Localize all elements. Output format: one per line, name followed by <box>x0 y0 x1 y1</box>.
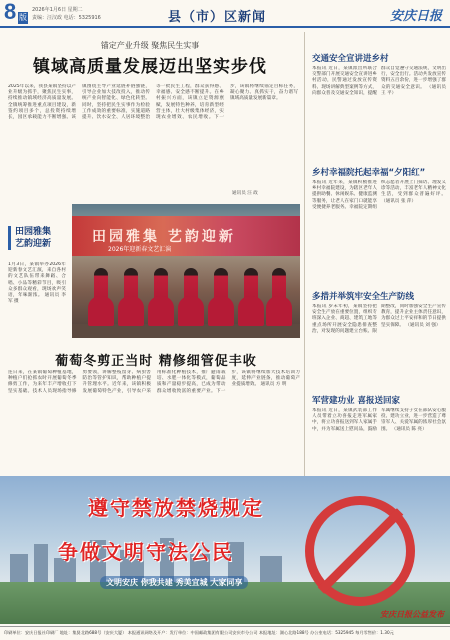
photo-caption-heading <box>8 226 62 250</box>
dancer-figure <box>214 268 228 326</box>
ad-headline-line-2: 争做文明守法公民 <box>58 540 234 564</box>
dancer-figure <box>124 268 138 326</box>
column-divider <box>304 32 305 542</box>
dancer-figure <box>154 268 168 326</box>
public-service-ad <box>0 476 450 624</box>
dancer-figure <box>184 268 198 326</box>
stage-banner-subtext: 2026年迎新春文艺汇演 <box>108 246 172 253</box>
ad-brand: 安庆日报公益发布 <box>380 609 444 619</box>
ad-headline-line-1: 遵守禁放禁烧规定 <box>88 496 264 520</box>
section-title: 县（市）区新闻 <box>168 10 267 25</box>
issue-date: 2026年1月6日 星期二 <box>32 7 83 13</box>
lead-kicker: 锚定产业升级 聚焦民生实事 <box>100 41 200 50</box>
page-header <box>0 0 450 28</box>
prohibition-icon <box>305 496 415 606</box>
dancer-figure <box>272 268 286 326</box>
right-story-title: 乡村幸福院托起幸福“夕阳红” <box>312 168 426 178</box>
right-story-body: 本报讯 岁末年初，某镇坚持把安全生产放在重要位置，组织专班深入企业、商超、建筑工地等重点场所开展安全隐患排查整治，对发现的问题建立台账、限期整改，同时加强安全生产宣传教育，提升企业主体责任意识，为群众过上平安祥和的节日提供坚实保障。 （通讯员 刘 强） <box>312 304 446 334</box>
masthead-logo: 安庆日报 <box>389 9 442 24</box>
right-story-body: 本报讯 近年来，某镇积极推进乡村幸福院建设，为辖区老年人提供助餐、休闲娱乐、健康监测等服务，让老人在家门口就能享受便捷养老服务。幸福院定期组织志愿者开展上门探访、理发义诊等活动，丰富老年人精神文化生活，受到群众普遍好评。 （通讯员 张 萍） <box>312 180 446 210</box>
dancer-figure <box>94 268 108 326</box>
ad-slogan: 文明安庆 你我共建 秀美宜城 大家同享 <box>100 576 248 589</box>
right-story-title: 多措并举筑牢安全生产防线 <box>312 292 415 302</box>
caption-heading-line-1: 田园雅集 <box>15 227 52 237</box>
stage-floor <box>72 324 300 338</box>
grape-story-headline: 葡萄冬剪正当时 精修细管促丰收 <box>55 354 257 369</box>
right-story-title: 交通安全宣讲进乡村 <box>312 54 389 64</box>
page-ban-label: 版 <box>19 13 27 22</box>
page-footer: 印刷单位：安庆日报社印刷厂 地址：集贤北路688号（安庆大厦） 本报通讯网络及开户：发行单位：中国邮政集团有限公司安庆市分公司 本报地址：湖心北路188号 办公室电话：5325945 每月零售价：1.30元 <box>0 626 450 640</box>
right-story-body: 本报讯 近日，某镇派出所联合交警部门开展交通安全宣讲进乡村活动，民警通过发放宣传资料、现场讲解典型案例等方式，向群众普及交通安全知识，提醒群众自觉遵守交通法规，文明出行，安全出行。活动共发放宣传资料五百余份，进一步增强了群众的交通安全意识。 （通讯员 王 平） <box>312 66 446 96</box>
lead-body: 2025年以来，我县某镇坚持以产业升级为抓手，聚焦民生实事，持续推动镇域经济高质量发展。全镇统筹推进重点项目建设，新签约项目多个，总投资持续增长，园区承载能力不断增强。该镇围绕主导产业延链补链强链，引导企业加大技改投入，推动传统产业向智能化、绿色化转型。同时，坚持把民生实事作为检验工作成效的重要标准，实施道路提升、饮水安全、人居环境整治等一批民生工程，群众获得感、幸福感、安全感不断提升。在乡村振兴方面，该镇立足资源禀赋，发展特色种养，培育新型经营主体，壮大村级集体经济，实现农业增效、农民增收。下一步，该镇将继续锚定目标任务，凝心聚力、真抓实干，奋力谱写镇域高质量发展新篇章。 <box>8 84 298 121</box>
grape-story-body: 连日来，在某镇葡萄种植基地，种植户们抢抓农时开展葡萄冬季修剪工作，为来年丰产增收打下坚实基础。技术人员现场指导修剪要领，讲解整枝留芽、病虫害防治等管护知识，帮助种植户提升管理水平。近年来，该镇积极发展葡萄特色产业，引导农户采用标准化种植技术，推广避雨栽培、水肥一体化等模式，葡萄品质和产量稳步提高，已成为带动群众增收致富的重要产业。下一步，该镇将继续加大技术培训力度，延伸产业链条，推动葡萄产业提质增效。 通讯员 方 明 <box>8 370 300 394</box>
right-story-body: 本报讯 近日，某镇武装部工作人员带着立功喜报走进军属家中，将立功喜报送到军人家属手中，并为军属送上慰问品，鼓励军属继续支持子女在部队安心服役、建功立业，进一步营造了尊崇军人、关爱军属的浓厚社会氛围。 （通讯员 陈 亮） <box>312 408 446 432</box>
performance-photo <box>72 204 300 338</box>
stage-banner-text: 田园雅集 艺韵迎新 <box>92 229 236 245</box>
editor-line: 责编：汪汉政 电话：5325916 <box>32 15 101 21</box>
right-story-title: 军营建功业 喜报送回家 <box>312 396 400 406</box>
page-number: 8 <box>4 0 17 24</box>
photo-caption-body: 1月3日，某镇举办2026年迎新春文艺汇演，来自各村的文艺队伍带来舞蹈、合唱、小品等精彩节目，吸引众多群众观看，现场欢声笑语，年味渐浓。 通讯员 李 军 摄 <box>8 262 66 305</box>
dancer-figure <box>244 268 258 326</box>
lead-headline: 镇域高质量发展迈出坚实步伐 <box>33 57 267 77</box>
caption-heading-line-2: 艺韵迎新 <box>15 239 52 249</box>
header-meta <box>32 6 101 22</box>
lead-byline: 通讯员 汪 政 <box>232 191 258 196</box>
